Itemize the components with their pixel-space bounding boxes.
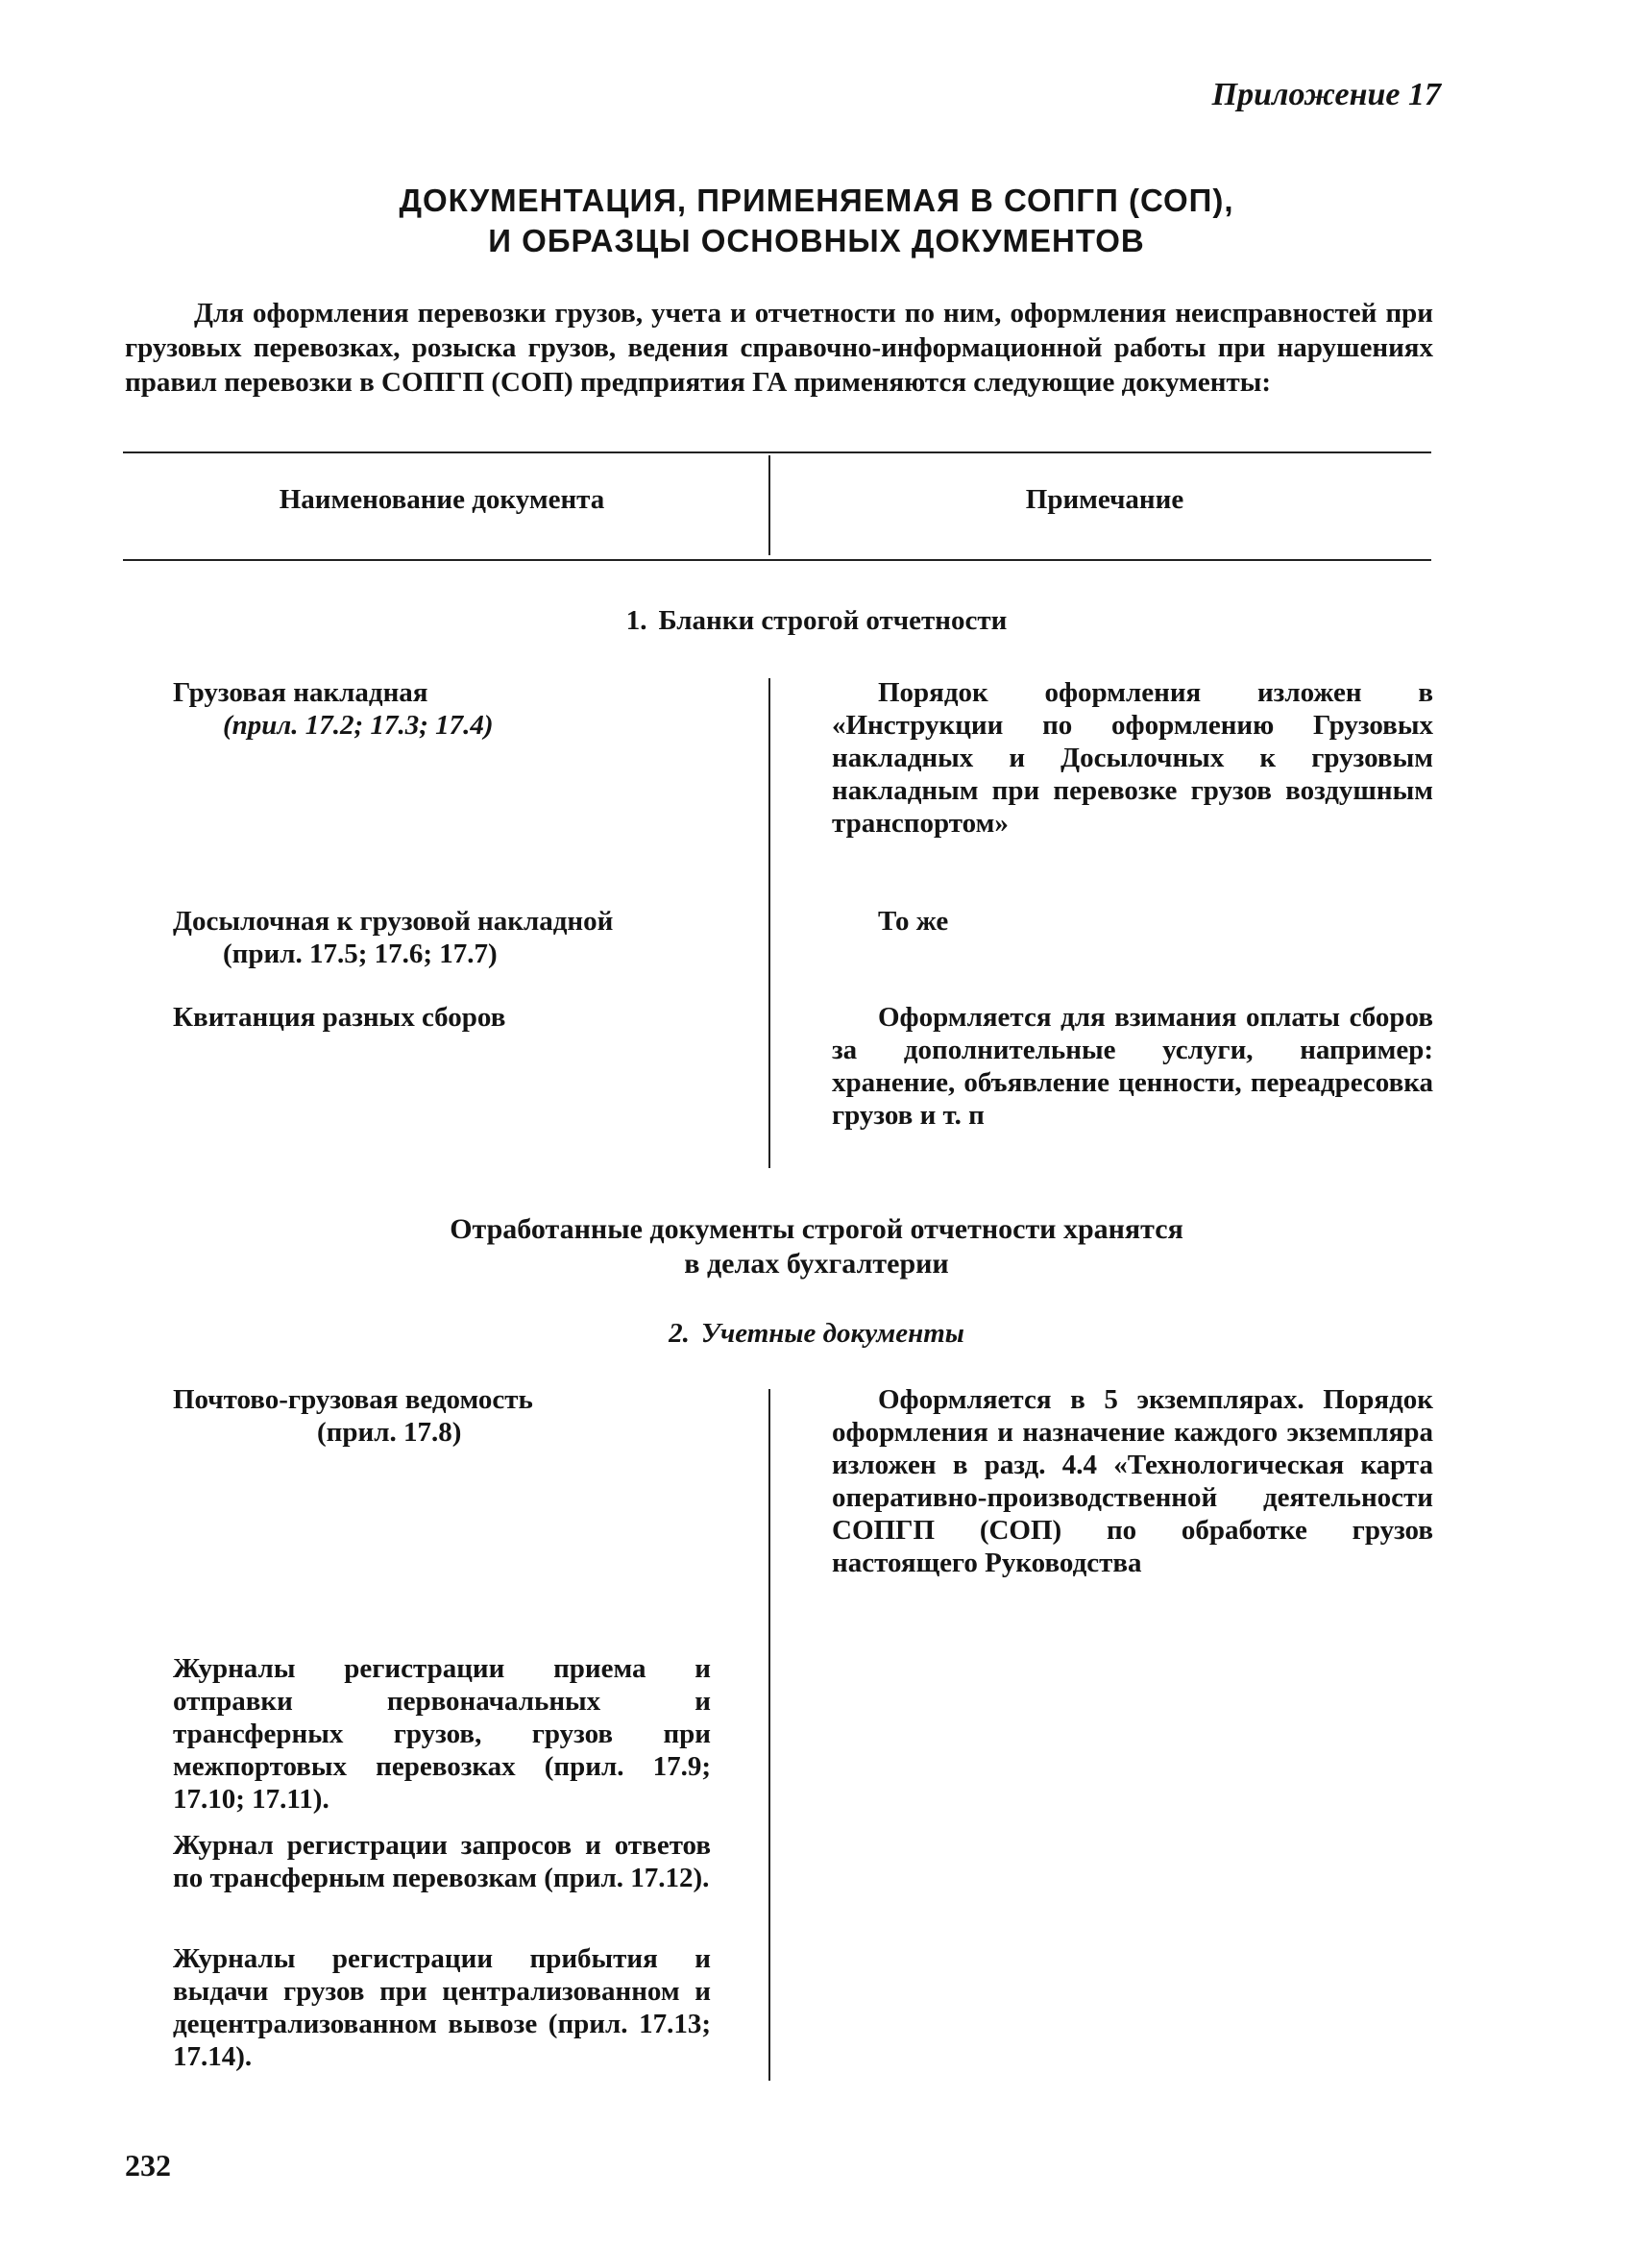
journal-entry-1: Журналы регистрации приема и отправки первоначальных и трансферных грузов, грузов при межпортовых перевозках (прил. 17.9; 17.10; 17.11). — [173, 1653, 711, 1815]
doc-row-4-name — [173, 1383, 749, 1449]
section-1-heading — [125, 605, 1508, 637]
column-header-name: Наименование документа — [279, 484, 605, 515]
doc-name: Квитанция разных сборов — [173, 1002, 506, 1033]
doc-row-2-note — [832, 905, 1433, 938]
title-line-2: И ОБРАЗЦЫ ОСНОВНЫХ ДОКУМЕНТОВ — [488, 223, 1145, 258]
doc-row-1-name — [173, 676, 749, 742]
section-2-heading — [125, 1318, 1508, 1350]
section-2-title: Учетные документы — [700, 1318, 964, 1349]
section-1-footer — [125, 1212, 1508, 1281]
section-1-number: 1. — [625, 605, 647, 636]
section-2-number: 2. — [669, 1318, 690, 1349]
doc-note: Оформляется для взимания оплаты сборов за дополнительные услуги, например: хранение, объявление ценности, переадресовка грузов и т. п — [832, 1002, 1433, 1131]
doc-note: То же — [878, 906, 949, 937]
doc-ref: (прил. 17.2; 17.3; 17.4) — [223, 710, 494, 741]
journal-entry-2: Журнал регистрации запросов и ответов по трансферным перевозкам (прил. 17.12). — [173, 1830, 711, 1893]
doc-name: Грузовая накладная — [173, 677, 428, 708]
doc-name: Досылочная к грузовой накладной — [173, 906, 614, 937]
journal-entry-3: Журналы регистрации прибытия и выдачи грузов при централизованном и децентрализованном вывозе (прил. 17.13; 17.14). — [173, 1943, 711, 2072]
table-top-rule — [123, 451, 1431, 453]
doc-ref: (прил. 17.5; 17.6; 17.7) — [223, 939, 498, 969]
table-header-divider — [768, 455, 770, 555]
section-1-footer-line-2: в делах бухгалтерии — [684, 1248, 949, 1280]
doc-note: Оформляется в 5 экземплярах. Порядок оформления и назначение каждого экземпляра изложен в разд. 4.4 «Технологическая карта оперативно-производственной деятельности СОПГП (СОП) по обработке грузов настоящего Руководства — [832, 1384, 1433, 1578]
section-1-footer-line-1: Отработанные документы строгой отчетности хранятся — [450, 1213, 1183, 1245]
section-1-title: Бланки строгой отчетности — [658, 605, 1008, 636]
table-header-bottom-rule — [123, 559, 1431, 561]
doc-row-2-name — [173, 905, 749, 970]
doc-note: Порядок оформления изложен в «Инструкции по оформлению Грузовых накладных и Досылочных к грузовым накладным при перевозке грузов воздушным транспортом» — [832, 677, 1433, 839]
appendix-label: Приложение 17 — [1211, 77, 1441, 112]
intro-text: Для оформления перевозки грузов, учета и отчетности по ним, оформления неисправностей при грузовых перевозках, розыска грузов, ведения справочно-информационной работы при нарушениях правил перевозки в СОПГП (СОП) предприятия ГА применяются следующие документы: — [125, 298, 1433, 398]
page-title — [125, 181, 1508, 261]
doc-row-1-note — [832, 676, 1433, 840]
doc-ref: (прил. 17.8) — [317, 1417, 462, 1448]
page-number: 232 — [125, 2148, 171, 2183]
doc-row-3-note — [832, 1001, 1433, 1132]
doc-name: Почтово-грузовая ведомость — [173, 1384, 533, 1415]
doc-row-4-note — [832, 1383, 1433, 1579]
section-1-divider — [768, 678, 770, 1168]
column-header-note: Примечание — [1025, 484, 1184, 515]
doc-row-3-name — [173, 1001, 749, 1034]
section-2-divider — [768, 1389, 770, 2081]
intro-paragraph — [125, 296, 1433, 400]
title-line-1: ДОКУМЕНТАЦИЯ, ПРИМЕНЯЕМАЯ В СОПГП (СОП), — [399, 183, 1234, 218]
